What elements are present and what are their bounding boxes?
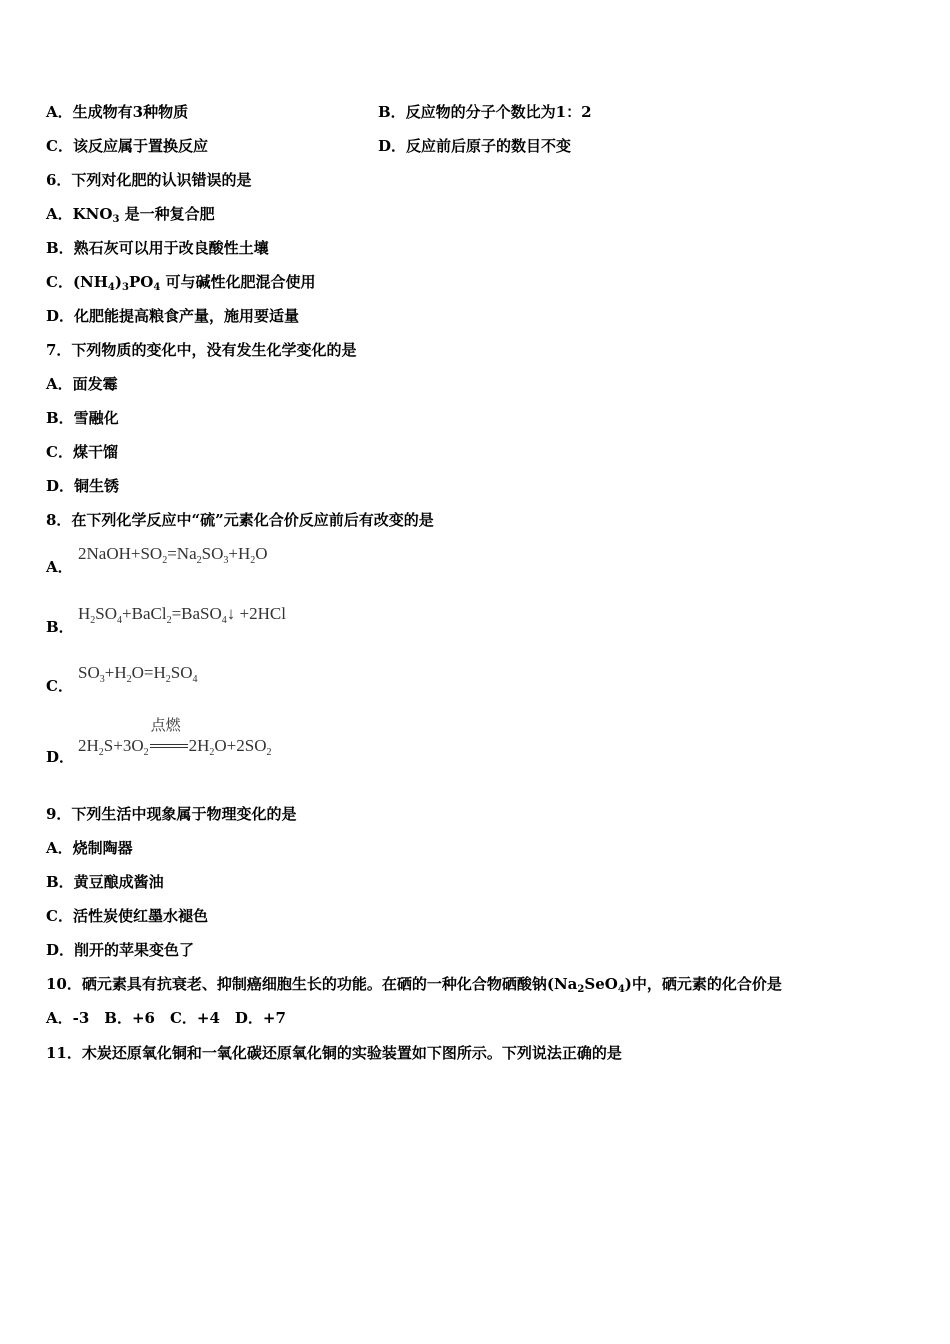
eq-part: O <box>255 544 268 563</box>
q9-option-c: C．活性炭使红墨水褪色 <box>46 907 208 925</box>
q5-option-b: B．反应物的分子个数比为1：2 <box>378 103 592 121</box>
subscript: 2 <box>577 984 585 995</box>
q8-option-a-label: A． <box>46 558 73 576</box>
q6-stem: 6．下列对化肥的认识错误的是 <box>46 171 252 189</box>
eq-part: O+2SO <box>214 736 267 755</box>
eq-part: SO <box>170 663 193 682</box>
eq-subscript: 2 <box>266 747 272 758</box>
q8-option-b-label: B． <box>46 618 74 636</box>
q6-option-c-text: 可与碱性化肥混合使用 <box>165 273 316 291</box>
eq-subscript: 4 <box>117 615 123 626</box>
q5-option-a: A．生成物有3种物质 <box>46 103 189 121</box>
eq-subscript: 2 <box>196 555 202 566</box>
subscript: 3 <box>112 214 120 225</box>
eq-part: 2H <box>188 736 210 755</box>
q9-stem: 9．下列生活中现象属于物理变化的是 <box>46 805 297 823</box>
reaction-condition-arrow <box>150 718 188 756</box>
eq-subscript: 2 <box>250 555 256 566</box>
q6-option-a-formula: A．KNO <box>46 205 113 223</box>
eq-subscript: 2 <box>165 674 171 685</box>
eq-subscript: 2 <box>90 615 96 626</box>
eq-part: 2NaOH+SO <box>78 544 163 563</box>
q10-stem-end: )中，硒元素的化合价是 <box>624 975 782 993</box>
equation-b <box>78 604 286 624</box>
q5-option-c: C．该反应属于置换反应 <box>46 137 208 155</box>
formula-part: PO <box>128 273 154 291</box>
q10-stem-text: 10．硒元素具有抗衰老、抑制癌细胞生长的功能。在硒的一种化合物硒酸钠(Na <box>46 975 578 993</box>
eq-part: S+3O <box>103 736 144 755</box>
eq-subscript: 2 <box>143 747 149 758</box>
q6-option-a <box>46 204 215 224</box>
eq-subscript: 3 <box>223 555 229 566</box>
eq-subscript: 4 <box>192 674 198 685</box>
q8-option-c-label: C． <box>46 677 73 695</box>
q10-options: A．-3 B．+6 C．+4 D．+7 <box>46 1009 286 1027</box>
subscript: 3 <box>122 282 129 293</box>
q7-option-c: C．煤干馏 <box>46 443 118 461</box>
subscript: 4 <box>153 282 161 293</box>
eq-subscript: 2 <box>126 674 132 685</box>
subscript: 4 <box>107 282 115 293</box>
q8-stem: 8．在下列化学反应中“硫”元素化合价反应前后有改变的是 <box>46 511 434 529</box>
q5-option-d: D．反应前后原子的数目不变 <box>378 137 572 155</box>
eq-subscript: 2 <box>98 747 104 758</box>
eq-part: SO <box>78 663 100 682</box>
q7-option-b: B．雪融化 <box>46 409 119 427</box>
q6-option-a-text: 是一种复合肥 <box>124 205 215 223</box>
eq-part: =BaSO <box>171 604 222 623</box>
q11-stem: 11．木炭还原氧化铜和一氧化碳还原氧化铜的实验装置如下图所示。下列说法正确的是 <box>46 1044 622 1062</box>
q10-stem <box>46 974 782 994</box>
q9-option-a: A．烧制陶器 <box>46 839 133 857</box>
eq-part: H <box>78 604 91 623</box>
formula-part: SeO <box>584 975 618 993</box>
eq-subscript: 3 <box>99 674 105 685</box>
eq-part: +H <box>104 663 127 682</box>
eq-subscript: 4 <box>221 615 227 626</box>
q7-option-d: D．铜生锈 <box>46 477 120 495</box>
q8-option-d-label: D． <box>46 748 75 766</box>
eq-part: +BaCl <box>122 604 167 623</box>
q7-stem: 7．下列物质的变化中，没有发生化学变化的是 <box>46 341 357 359</box>
eq-part: ↓ +2HCl <box>226 604 286 623</box>
q6-option-c-formula: C．(NH <box>46 273 108 291</box>
eq-part: +H <box>228 544 251 563</box>
eq-part: =Na <box>167 544 197 563</box>
eq-subscript: 2 <box>209 747 215 758</box>
equation-d <box>78 718 272 758</box>
reaction-condition: 点燃 <box>150 718 181 734</box>
eq-subscript: 2 <box>162 555 168 566</box>
formula-part: ) <box>114 273 122 291</box>
eq-part: 2H <box>78 736 99 755</box>
q6-option-b: B．熟石灰可以用于改良酸性土壤 <box>46 239 269 257</box>
subscript: 4 <box>617 984 625 995</box>
eq-part: O=H <box>131 663 166 682</box>
equation-a <box>78 544 268 564</box>
q9-option-b: B．黄豆酿成酱油 <box>46 873 164 891</box>
eq-subscript: 2 <box>166 615 172 626</box>
double-line <box>150 744 188 748</box>
q7-option-a: A．面发霉 <box>46 375 118 393</box>
eq-part: SO <box>201 544 224 563</box>
q6-option-c <box>46 272 316 292</box>
q6-option-d: D．化肥能提高粮食产量，施用要适量 <box>46 307 300 325</box>
eq-part: SO <box>95 604 118 623</box>
equation-c <box>78 663 198 683</box>
q9-option-d: D．削开的苹果变色了 <box>46 941 195 959</box>
